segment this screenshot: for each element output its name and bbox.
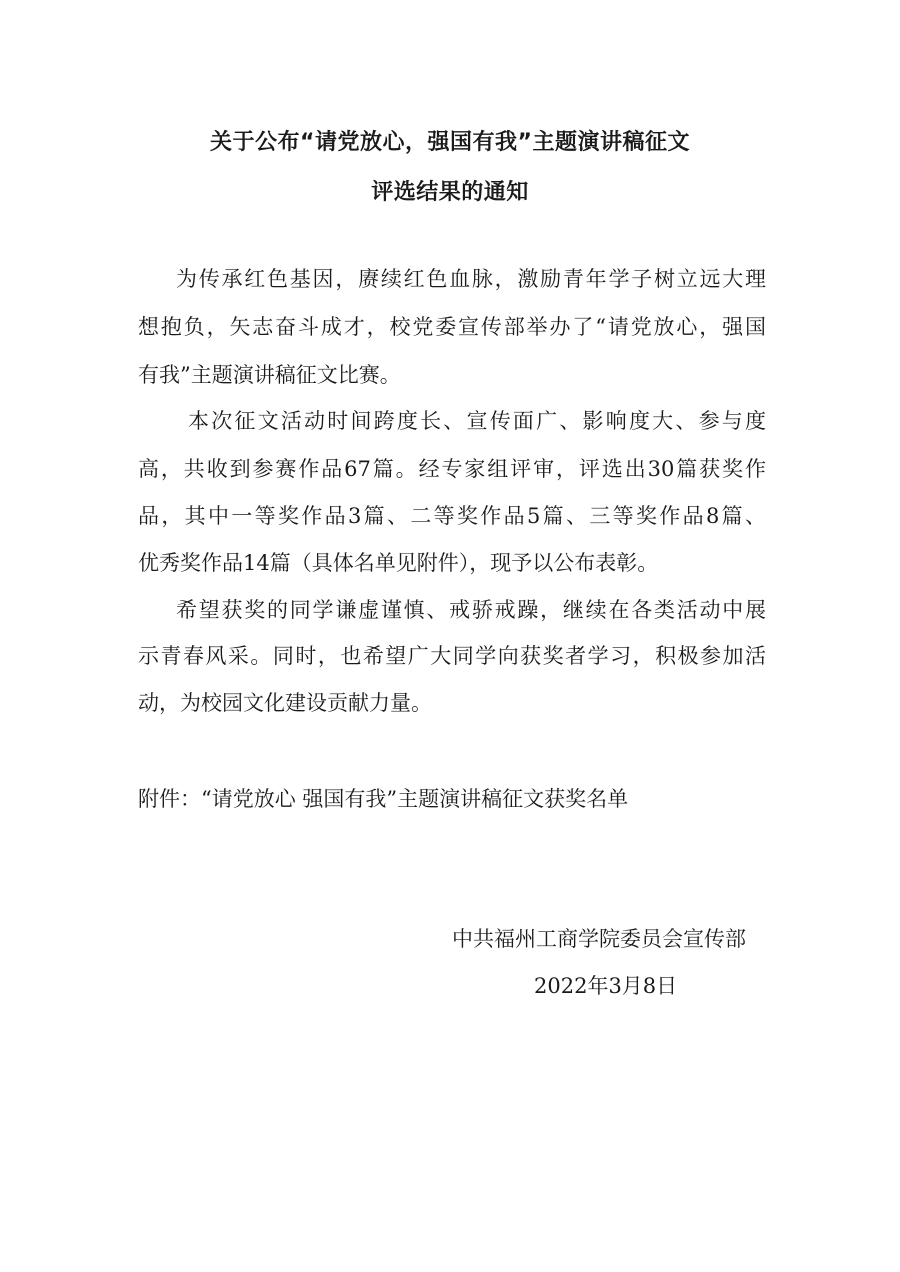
paragraph-1-line-3: 有我”主题演讲稿征文比赛。: [138, 363, 401, 387]
document-title-line-2: 评选结果的通知: [371, 180, 529, 205]
paragraph-3-line-3: 动，为校园文化建设贡献力量。: [138, 691, 432, 715]
paragraph-3-line-1: 希望获奖的同学谦虚谨慎、戒骄戒躁，继续在各类活动中展: [176, 598, 766, 622]
attachment-line: 附件：“请党放心 强国有我”主题演讲稿征文获奖名单: [138, 787, 629, 811]
document-title-line-1: 关于公布“请党放心，强国有我”主题演讲稿征文: [210, 130, 690, 155]
paragraph-1-line-2: 想抱负，矢志奋斗成才，校党委宣传部举办了“请党放心，强国: [138, 315, 766, 339]
paragraph-2-line-1: 本次征文活动时间跨度长、宣传面广、影响度大、参与度: [188, 409, 766, 433]
signature-organization: 中共福州工商学院委员会宣传部: [452, 927, 746, 951]
paragraph-3-line-2: 示青春风采。同时，也希望广大同学向获奖者学习，积极参加活: [138, 644, 766, 668]
signature-date: 2022年3月8日: [534, 974, 678, 998]
paragraph-2-line-2: 高，共收到参赛作品67篇。经专家组评审，评选出30篇获奖作: [138, 457, 766, 481]
paragraph-1-line-1: 为传承红色基因，赓续红色血脉，激励青年学子树立远大理: [176, 267, 766, 291]
paragraph-2-line-3: 品，其中一等奖作品3篇、二等奖作品5篇、三等奖作品8篇、: [138, 504, 766, 528]
paragraph-2-line-4: 优秀奖作品14篇（具体名单见附件），现予以公布表彰。: [138, 551, 659, 575]
